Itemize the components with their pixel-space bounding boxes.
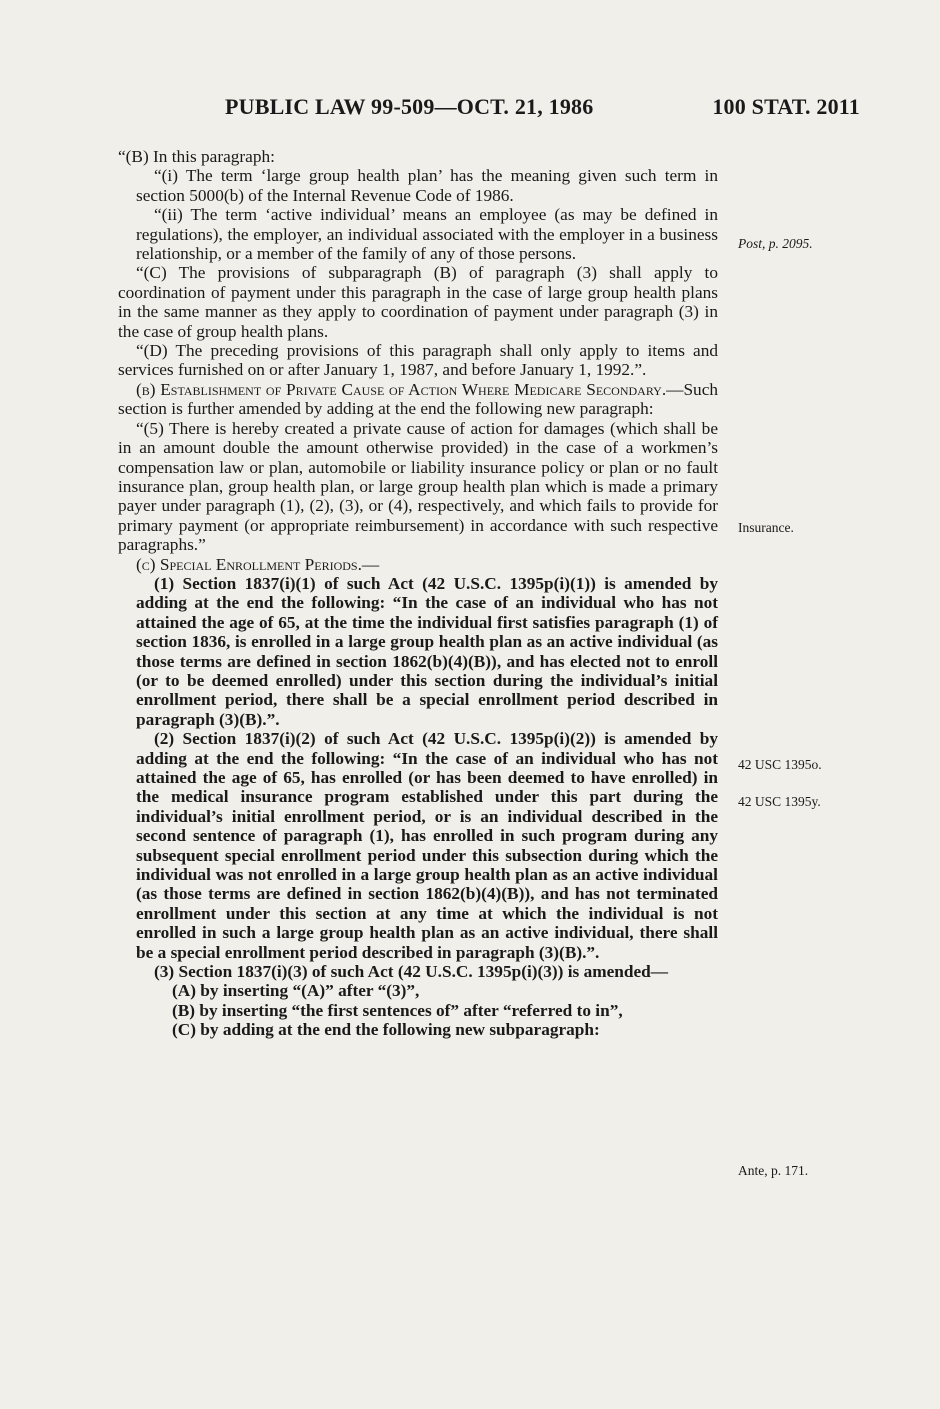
section-b-heading: (b) Establishment of Private Cause of Action Where Medicare Secondary. (136, 379, 667, 399)
section-c-1: (1) Section 1837(i)(1) of such Act (42 U.S.C. 1395p(i)(1)) is amended by adding at the end the following: “In the case of an individual who has not attained the age of 65, at the time the individual first satisfies paragraph (1) of section 1836, is enrolled in a large group health plan as an active individual (as those terms are defined in section 1862(b)(4)(B)), and has elected not to enroll (or to be deemed enrolled) under this section during the individual’s initial enrollment period, there shall be a special enrollment period described in paragraph (3)(B).”. (136, 573, 718, 729)
law-citation: PUBLIC LAW 99-509—OCT. 21, 1986 (225, 94, 594, 119)
subparagraph-c: “(C) The provisions of subparagraph (B) of paragraph (3) shall apply to coordination of payment under this paragraph in the case of large group health plans in the same manner as they apply to coordination of payment under paragraph (3) in the case of group health plans. (118, 263, 718, 341)
paragraph-5: “(5) There is hereby created a private cause of action for damages (which shall be in an amount double the amount otherwise provided) in the case of a workmen’s compensation law or plan, automobile or liability insurance policy or plan or no fault insurance plan, group health plan, or large group health plan which is made a primary payer under paragraph (1), (2), (3), or (4), respectively, and which fails to provide for primary payment (or appropriate reimbursement) in accordance with such respective paragraphs.” (118, 418, 718, 555)
section-b (118, 380, 718, 419)
section-c-2: (2) Section 1837(i)(2) of such Act (42 U.S.C. 1395p(i)(2)) is amended by adding at the end the following: “In the case of an individual who has not attained the age of 65, has enrolled (or has been deemed to have enrolled) in the medical insurance program established under this part during the individual’s initial enrollment period, or is an individual described in the second sentence of paragraph (1), has enrolled in such program during any subsequent special enrollment period under this subsection during which the individual was not enrolled in a large group health plan as an active individual (as those terms are defined in section 1862(b)(4)(B)), and has not terminated enrollment under this section at any time at which the individual is not enrolled in such a large group health plan as an active individual, there shall be a special enrollment period described in paragraph (3)(B).”. (136, 729, 718, 962)
margin-note-post: Post, p. 2095. (738, 236, 813, 251)
section-c-3-b: (B) by inserting “the first sentences of” after “referred to in”, (172, 1000, 623, 1020)
margin-note-ante: Ante, p. 171. (738, 1163, 809, 1178)
document-body (118, 147, 718, 1040)
margin-note-usc-1395o: 42 USC 1395o. (738, 757, 822, 772)
subparagraph-b-intro: “(B) In this paragraph: (118, 147, 275, 166)
section-c-3-c: (C) by adding at the end the following new subparagraph: (172, 1020, 600, 1040)
section-c-3-a: (A) by inserting “(A)” after “(3)”, (172, 981, 420, 1001)
section-c-heading: (c) Special Enrollment Periods.— (136, 554, 380, 574)
margin-note-usc-1395y: 42 USC 1395y. (738, 794, 821, 809)
statute-page: 100 STAT. 2011 (712, 94, 860, 119)
clause-b-ii: “(ii) The term ‘active individual’ means an employee (as may be defined in regulations), the employer, an individual associated with the employer in a business relationship, or a member of the family of any of those persons. (136, 205, 718, 264)
subparagraph-d: “(D) The preceding provisions of this paragraph shall only apply to items and services furnished on or after January 1, 1987, and before January 1, 1992.”. (118, 341, 718, 380)
section-b-text: —Such section is further amended by adding at the end the following new paragraph: (118, 379, 718, 419)
section-c-3: (3) Section 1837(i)(3) of such Act (42 U.S.C. 1395p(i)(3)) is amended— (154, 962, 669, 982)
clause-b-i: “(i) The term ‘large group health plan’ has the meaning given such term in section 5000(b) of the Internal Revenue Code of 1986. (136, 166, 718, 205)
margin-note-insurance: Insurance. (738, 520, 794, 535)
